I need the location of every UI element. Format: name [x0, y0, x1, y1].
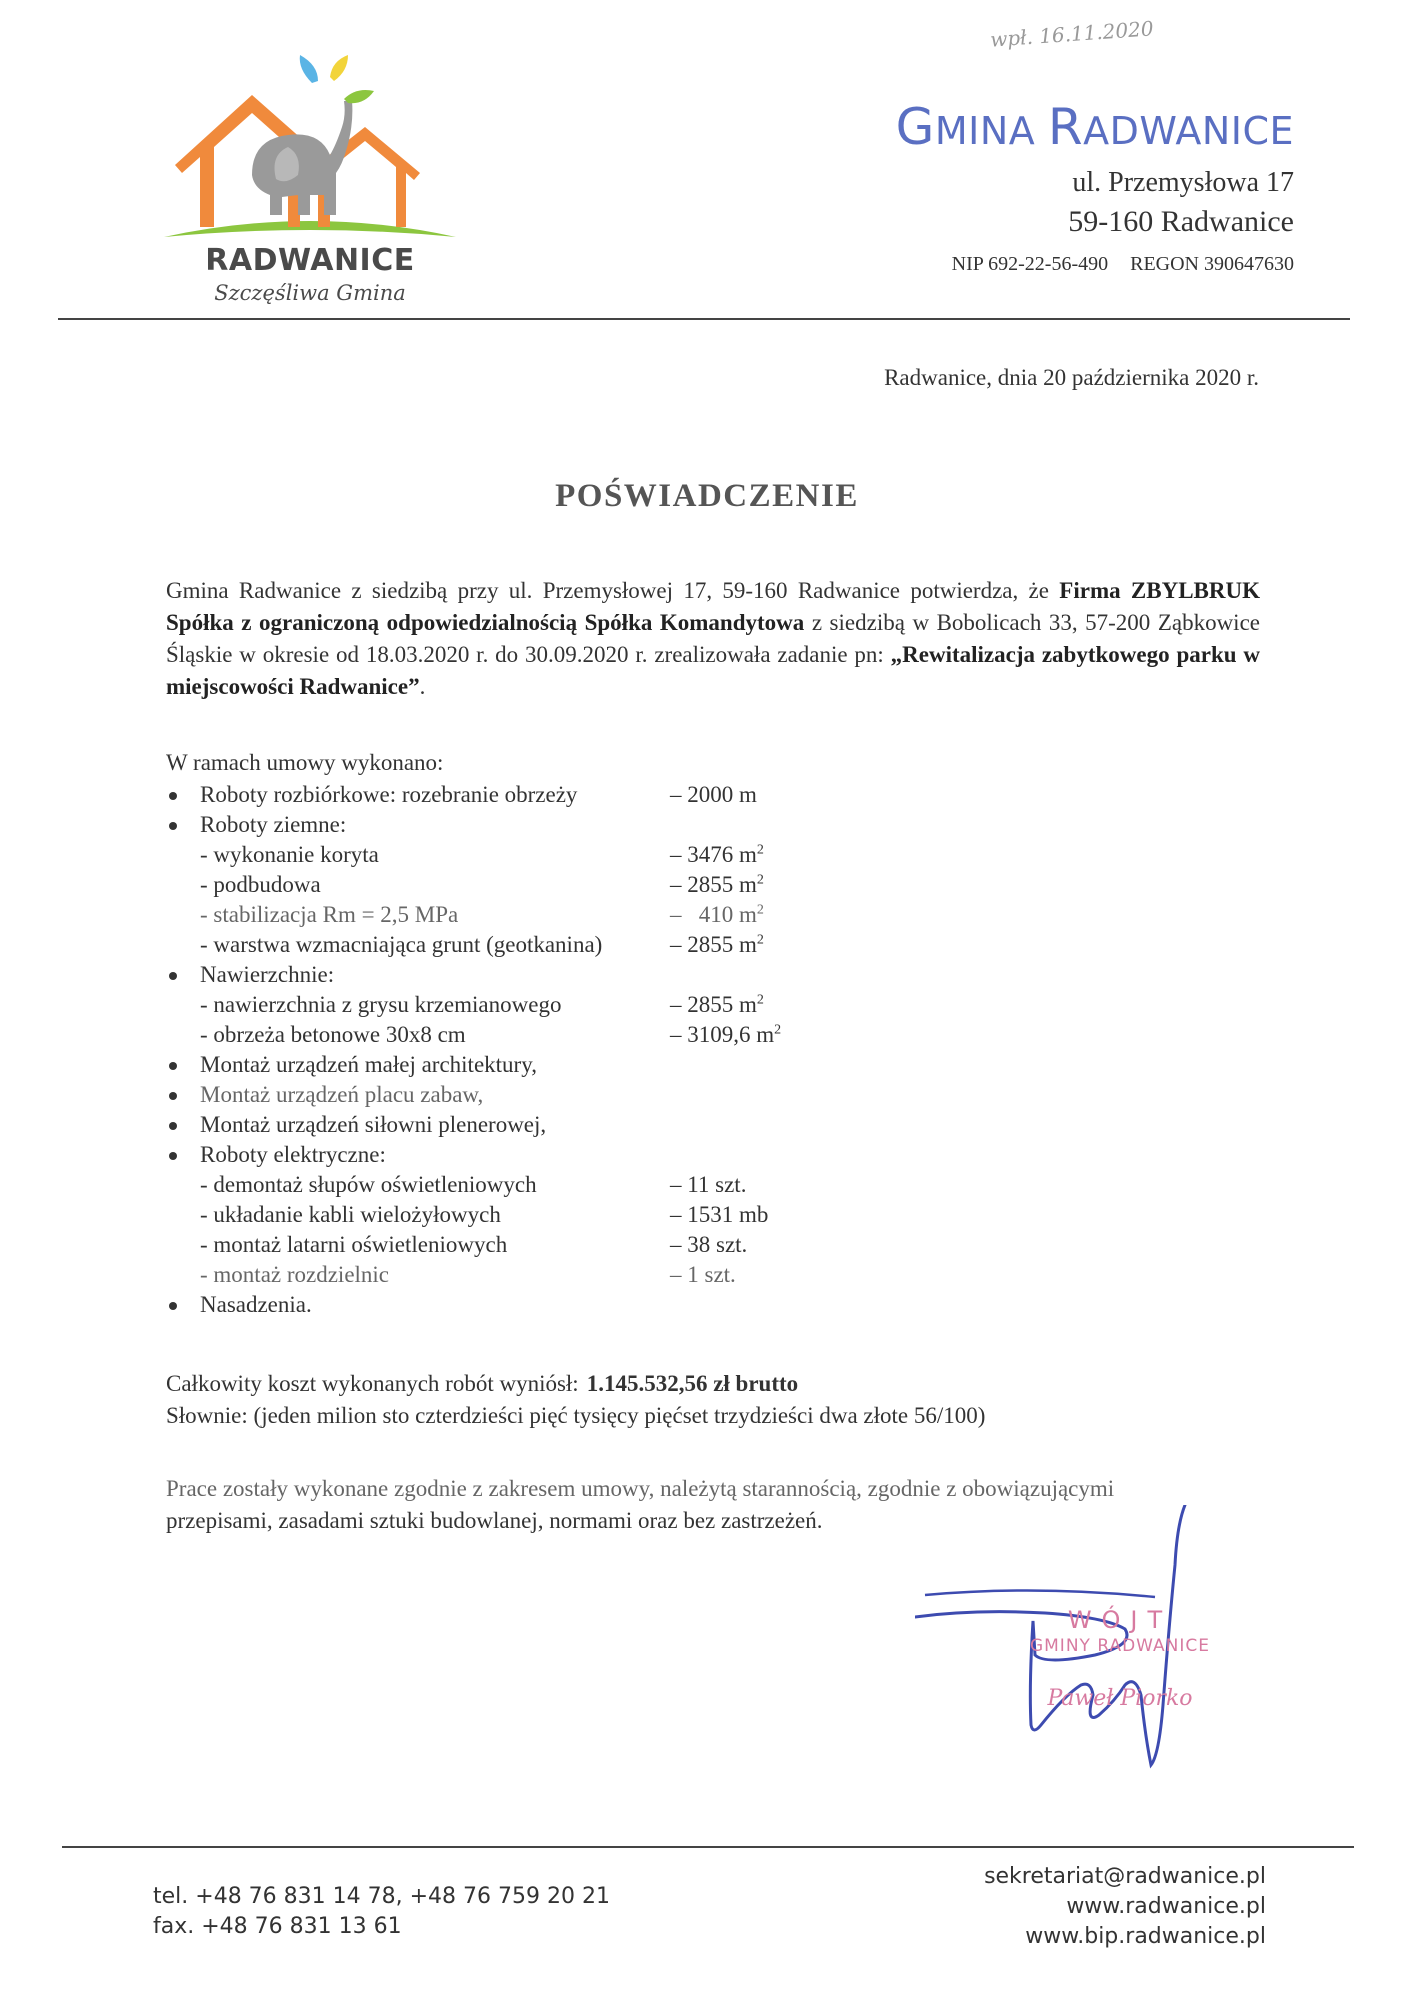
closing-paragraph: Prace zostały wykonane zgodnie z zakresem umowy, należytą starannością, zgodnie z obowiązującymi przepisami, zasadami sztuki budowlanej, normami oraz bez zastrzeżeń.	[166, 1476, 1115, 1533]
list-item	[166, 1260, 1066, 1290]
task-name: „Rewitalizacja zabytkowego parku w miejscowości Radwanice”	[166, 642, 1260, 699]
list-item	[166, 1290, 1066, 1320]
list-item-quantity: – 1 szt.	[670, 1262, 736, 1287]
regon: REGON 390647630	[1130, 253, 1294, 275]
list-item	[166, 870, 1066, 900]
list-item	[166, 1110, 1066, 1140]
letterhead-address	[734, 100, 1294, 276]
list-item-quantity: – 38 szt.	[670, 1232, 748, 1257]
header-divider	[58, 318, 1350, 320]
gmina-title: GMINA RADWANICE	[895, 98, 1294, 156]
list-item	[166, 840, 1066, 870]
document-date: Radwanice, dnia 20 października 2020 r.	[884, 365, 1259, 390]
list-item	[166, 1170, 1066, 1200]
stamp-person: Paweł Piorko	[1047, 1686, 1193, 1711]
list-item-text: Roboty rozbiórkowe: rozebranie obrzeży	[200, 782, 578, 807]
list-item	[166, 960, 1066, 990]
works-list	[166, 780, 1066, 1320]
list-item	[166, 780, 1066, 810]
gmina-logo	[160, 55, 460, 305]
list-item-quantity: – 3109,6 $m^2$	[670, 1022, 782, 1047]
list-item	[166, 1050, 1066, 1080]
list-item-text: Montaż urządzeń placu zabaw,	[200, 1082, 484, 1107]
street-address: ul. Przemysłowa 17	[1072, 167, 1294, 198]
list-item-quantity: – 3476 $m^2$	[670, 842, 764, 867]
footer-fax: fax. +48 76 831 13 61	[153, 1914, 402, 1939]
list-item-text: Nasadzenia.	[200, 1292, 312, 1317]
logo-motto: Szczęśliwa Gmina	[214, 281, 406, 305]
list-item	[166, 1140, 1066, 1170]
list-item	[166, 810, 1066, 840]
list-item	[166, 1230, 1066, 1260]
list-item	[166, 1200, 1066, 1230]
list-item-text: Roboty ziemne:	[200, 812, 347, 837]
scope-heading: W ramach umowy wykonano:	[166, 750, 444, 775]
official-stamp	[1000, 1606, 1240, 1711]
list-item-quantity: – 410 $m^2$	[670, 902, 764, 927]
footer-phone: tel. +48 76 831 14 78, +48 76 759 20 21	[153, 1884, 610, 1909]
list-item-text: - wykonanie koryta	[200, 842, 379, 867]
footer-email-link[interactable]: sekretariat@radwanice.pl	[984, 1864, 1266, 1889]
stamp-role: WÓJT	[1067, 1606, 1173, 1634]
list-item-text: Montaż urządzeń małej architektury,	[200, 1052, 537, 1077]
list-item-text: - podbudowa	[200, 872, 321, 897]
list-item-text: - montaż rozdzielnic	[200, 1262, 390, 1287]
intro-paragraph: Gmina Radwanice z siedzibą przy ul. Przemysłowej 17, 59-160 Radwanice potwierdza, że Firma ZBYLBRUK Spółka z ograniczoną odpowiedzialnością Spółka Komandytowa z siedzibą w Bobolicach 33, 57-200 Ząbkowice Śląskie w okresie od 18.03.2020 r. do 30.09.2020 r. zrealizowała zadanie pn: „Rewitalizacja zabytkowego parku w miejscowości Radwanice”.	[166, 578, 1260, 699]
footer-bip-link[interactable]: www.bip.radwanice.pl	[1025, 1924, 1266, 1949]
handwritten-note: wpł. 16.11.2020	[989, 16, 1155, 52]
list-item-quantity: – 2855 $m^2$	[670, 872, 764, 897]
cost-amount: 1.145.532,56 zł brutto	[586, 1371, 799, 1396]
list-item-text: - obrzeża betonowe 30x8 cm	[200, 1022, 466, 1047]
document-title: POŚWIADCZENIE	[555, 478, 859, 514]
list-item-text: - stabilizacja Rm = 2,5 MPa	[200, 902, 459, 927]
list-item-quantity: – 11 szt.	[670, 1172, 747, 1197]
cost-label: Całkowity koszt wykonanych robót wyniósł:	[166, 1371, 579, 1396]
list-item	[166, 900, 1066, 930]
list-item-text: - nawierzchnia z grysu krzemianowego	[200, 992, 562, 1017]
list-item-text: - układanie kabli wielożyłowych	[200, 1202, 501, 1227]
elephant-house-logo-icon	[160, 55, 460, 245]
tax-ids	[734, 253, 1294, 276]
list-item-text: - demontaż słupów oświetleniowych	[200, 1172, 537, 1197]
logo-name: RADWANICE	[205, 243, 415, 278]
list-item	[166, 990, 1066, 1020]
list-item-quantity: – 2855 $m^2$	[670, 992, 764, 1017]
company-name: Firma ZBYLBRUK Spółka z ograniczoną odpowiedzialnością Spółka Komandytowa	[166, 578, 1260, 635]
total-cost	[166, 1368, 985, 1432]
list-item-quantity: – 2855 $m^2$	[670, 932, 764, 957]
list-item-quantity: – 2000 m	[670, 782, 757, 807]
cost-in-words: Słownie: (jeden milion sto czterdzieści pięć tysięcy pięćset trzydzieści dwa złote 56/100)	[166, 1403, 986, 1428]
nip: NIP 692-22-56-490	[951, 253, 1109, 275]
list-item	[166, 1080, 1066, 1110]
footer-contact	[153, 1882, 610, 1942]
stamp-org: GMINY RADWANICE	[1029, 1636, 1211, 1656]
list-item-text: Nawierzchnie:	[200, 962, 335, 987]
footer-www-link[interactable]: www.radwanice.pl	[1066, 1894, 1266, 1919]
list-item	[166, 1020, 1066, 1050]
list-item-text: Roboty elektryczne:	[200, 1142, 386, 1167]
footer-divider	[62, 1846, 1354, 1848]
footer-links	[984, 1862, 1266, 1952]
list-item-text: - warstwa wzmacniająca grunt (geotkanina)	[200, 932, 603, 957]
list-item-quantity: – 1531 mb	[670, 1202, 769, 1227]
list-item	[166, 930, 1066, 960]
list-item-text: - montaż latarni oświetleniowych	[200, 1232, 508, 1257]
list-item-text: Montaż urządzeń siłowni plenerowej,	[200, 1112, 547, 1137]
city-address: 59-160 Radwanice	[1068, 205, 1294, 238]
